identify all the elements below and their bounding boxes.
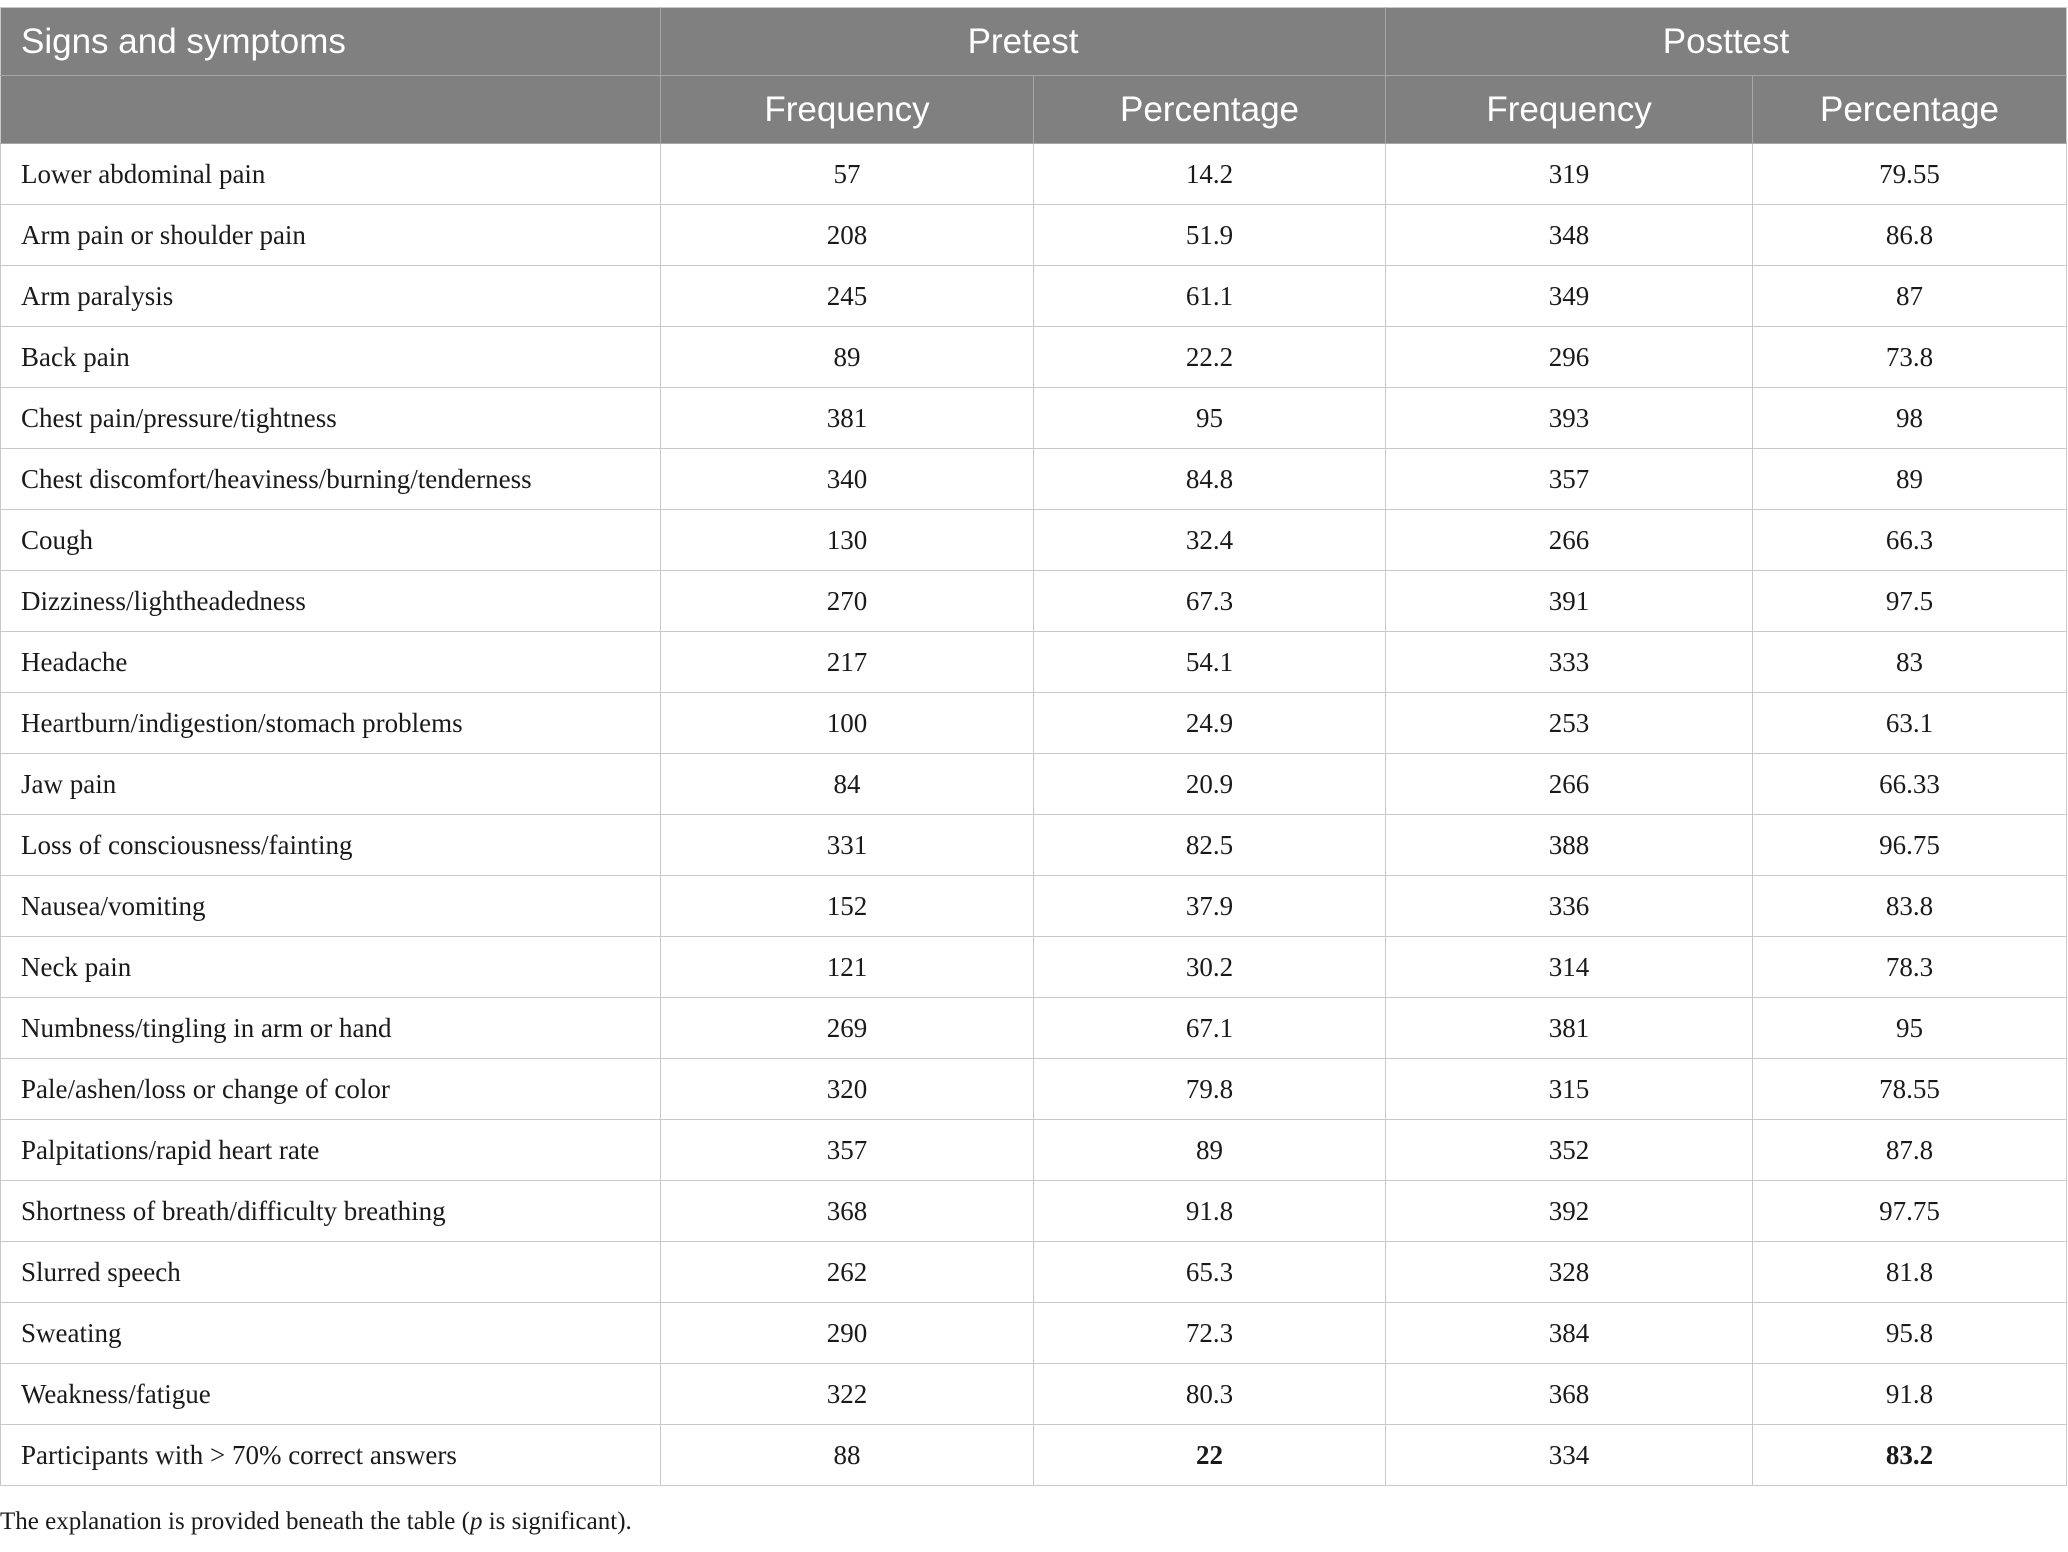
posttest-frequency-cell: 319: [1386, 144, 1753, 205]
table-header: [1, 8, 2067, 144]
pretest-frequency-cell: 89: [661, 327, 1034, 388]
symptom-cell: Chest discomfort/heaviness/burning/tenderness: [1, 449, 661, 510]
pretest-frequency-cell: 262: [661, 1242, 1034, 1303]
posttest-percentage-cell: 87: [1753, 266, 2067, 327]
header-posttest-percentage: Percentage: [1753, 76, 2067, 144]
symptom-cell: Sweating: [1, 1303, 661, 1364]
table-row: [1, 998, 2067, 1059]
table-row: [1, 1181, 2067, 1242]
table-row: [1, 144, 2067, 205]
symptom-cell: Slurred speech: [1, 1242, 661, 1303]
pretest-frequency-cell: 57: [661, 144, 1034, 205]
posttest-frequency-cell: 391: [1386, 571, 1753, 632]
header-pretest: Pretest: [661, 8, 1386, 76]
pretest-percentage-cell: 67.3: [1034, 571, 1386, 632]
posttest-frequency-cell: 357: [1386, 449, 1753, 510]
table-row: [1, 266, 2067, 327]
pretest-percentage-cell: 79.8: [1034, 1059, 1386, 1120]
pretest-percentage-cell: 37.9: [1034, 876, 1386, 937]
pretest-frequency-cell: 88: [661, 1425, 1034, 1486]
pretest-percentage-cell: 30.2: [1034, 937, 1386, 998]
posttest-percentage-cell: 66.3: [1753, 510, 2067, 571]
pretest-frequency-cell: 84: [661, 754, 1034, 815]
pretest-frequency-cell: 208: [661, 205, 1034, 266]
posttest-frequency-cell: 266: [1386, 754, 1753, 815]
pretest-frequency-cell: 381: [661, 388, 1034, 449]
pretest-percentage-cell: 84.8: [1034, 449, 1386, 510]
symptom-cell: Dizziness/lightheadedness: [1, 571, 661, 632]
posttest-frequency-cell: 393: [1386, 388, 1753, 449]
pretest-frequency-cell: 331: [661, 815, 1034, 876]
footnote-text-before: The explanation is provided beneath the table (: [0, 1508, 470, 1535]
posttest-frequency-cell: 348: [1386, 205, 1753, 266]
symptom-cell: Neck pain: [1, 937, 661, 998]
pretest-percentage-cell: 82.5: [1034, 815, 1386, 876]
header-posttest: Posttest: [1386, 8, 2067, 76]
pretest-percentage-cell: 20.9: [1034, 754, 1386, 815]
header-empty: [1, 76, 661, 144]
posttest-percentage-cell: 96.75: [1753, 815, 2067, 876]
posttest-frequency-cell: 336: [1386, 876, 1753, 937]
pretest-frequency-cell: 100: [661, 693, 1034, 754]
symptom-cell: Back pain: [1, 327, 661, 388]
table-row: [1, 815, 2067, 876]
table-row: [1, 327, 2067, 388]
pretest-percentage-cell: 51.9: [1034, 205, 1386, 266]
symptom-cell: Arm paralysis: [1, 266, 661, 327]
posttest-percentage-cell: 83: [1753, 632, 2067, 693]
posttest-percentage-cell: 95: [1753, 998, 2067, 1059]
posttest-percentage-cell: 97.75: [1753, 1181, 2067, 1242]
table-row: [1, 1364, 2067, 1425]
table-row: [1, 1120, 2067, 1181]
posttest-percentage-cell: 83.2: [1753, 1425, 2067, 1486]
symptom-cell: Weakness/fatigue: [1, 1364, 661, 1425]
posttest-percentage-cell: 97.5: [1753, 571, 2067, 632]
signs-symptoms-table: [0, 7, 2067, 1486]
pretest-frequency-cell: 320: [661, 1059, 1034, 1120]
pretest-percentage-cell: 54.1: [1034, 632, 1386, 693]
footnote-p-symbol: p: [469, 1508, 483, 1535]
symptom-cell: Heartburn/indigestion/stomach problems: [1, 693, 661, 754]
pretest-frequency-cell: 245: [661, 266, 1034, 327]
table-row: [1, 388, 2067, 449]
pretest-percentage-cell: 89: [1034, 1120, 1386, 1181]
pretest-frequency-cell: 270: [661, 571, 1034, 632]
table-row: [1, 754, 2067, 815]
footnote-text-after: is significant).: [482, 1508, 632, 1535]
symptom-cell: Jaw pain: [1, 754, 661, 815]
posttest-percentage-cell: 78.55: [1753, 1059, 2067, 1120]
table-row: [1, 937, 2067, 998]
posttest-percentage-cell: 91.8: [1753, 1364, 2067, 1425]
table-row: [1, 510, 2067, 571]
results-table-container: [0, 7, 2066, 1486]
symptom-cell: Numbness/tingling in arm or hand: [1, 998, 661, 1059]
table-row: [1, 449, 2067, 510]
posttest-frequency-cell: 349: [1386, 266, 1753, 327]
posttest-frequency-cell: 388: [1386, 815, 1753, 876]
table-body: [1, 144, 2067, 1486]
pretest-percentage-cell: 61.1: [1034, 266, 1386, 327]
symptom-cell: Headache: [1, 632, 661, 693]
table-row: [1, 1425, 2067, 1486]
pretest-frequency-cell: 152: [661, 876, 1034, 937]
symptom-cell: Loss of consciousness/fainting: [1, 815, 661, 876]
pretest-percentage-cell: 14.2: [1034, 144, 1386, 205]
posttest-percentage-cell: 66.33: [1753, 754, 2067, 815]
posttest-percentage-cell: 79.55: [1753, 144, 2067, 205]
pretest-frequency-cell: 340: [661, 449, 1034, 510]
symptom-cell: Chest pain/pressure/tightness: [1, 388, 661, 449]
posttest-frequency-cell: 266: [1386, 510, 1753, 571]
pretest-frequency-cell: 322: [661, 1364, 1034, 1425]
posttest-frequency-cell: 381: [1386, 998, 1753, 1059]
header-pretest-frequency: Frequency: [661, 76, 1034, 144]
posttest-frequency-cell: 334: [1386, 1425, 1753, 1486]
pretest-percentage-cell: 32.4: [1034, 510, 1386, 571]
pretest-frequency-cell: 121: [661, 937, 1034, 998]
pretest-percentage-cell: 24.9: [1034, 693, 1386, 754]
pretest-frequency-cell: 217: [661, 632, 1034, 693]
table-row: [1, 571, 2067, 632]
posttest-frequency-cell: 384: [1386, 1303, 1753, 1364]
pretest-percentage-cell: 95: [1034, 388, 1386, 449]
posttest-frequency-cell: 314: [1386, 937, 1753, 998]
symptom-cell: Lower abdominal pain: [1, 144, 661, 205]
posttest-frequency-cell: 328: [1386, 1242, 1753, 1303]
posttest-percentage-cell: 89: [1753, 449, 2067, 510]
posttest-percentage-cell: 87.8: [1753, 1120, 2067, 1181]
pretest-frequency-cell: 357: [661, 1120, 1034, 1181]
table-row: [1, 1242, 2067, 1303]
posttest-frequency-cell: 253: [1386, 693, 1753, 754]
symptom-cell: Cough: [1, 510, 661, 571]
pretest-frequency-cell: 290: [661, 1303, 1034, 1364]
symptom-cell: Shortness of breath/difficulty breathing: [1, 1181, 661, 1242]
table-row: [1, 876, 2067, 937]
header-signs-symptoms: Signs and symptoms: [1, 8, 661, 76]
symptom-cell: Pale/ashen/loss or change of color: [1, 1059, 661, 1120]
header-pretest-percentage: Percentage: [1034, 76, 1386, 144]
posttest-frequency-cell: 315: [1386, 1059, 1753, 1120]
table-row: [1, 632, 2067, 693]
posttest-percentage-cell: 83.8: [1753, 876, 2067, 937]
posttest-percentage-cell: 63.1: [1753, 693, 2067, 754]
pretest-percentage-cell: 67.1: [1034, 998, 1386, 1059]
posttest-percentage-cell: 95.8: [1753, 1303, 2067, 1364]
posttest-percentage-cell: 86.8: [1753, 205, 2067, 266]
posttest-percentage-cell: 78.3: [1753, 937, 2067, 998]
table-row: [1, 205, 2067, 266]
posttest-percentage-cell: 73.8: [1753, 327, 2067, 388]
symptom-cell: Nausea/vomiting: [1, 876, 661, 937]
table-row: [1, 1059, 2067, 1120]
posttest-frequency-cell: 296: [1386, 327, 1753, 388]
posttest-frequency-cell: 333: [1386, 632, 1753, 693]
pretest-percentage-cell: 22.2: [1034, 327, 1386, 388]
symptom-cell: Palpitations/rapid heart rate: [1, 1120, 661, 1181]
symptom-cell: Participants with > 70% correct answers: [1, 1425, 661, 1486]
pretest-percentage-cell: 65.3: [1034, 1242, 1386, 1303]
table-row: [1, 693, 2067, 754]
pretest-percentage-cell: 22: [1034, 1425, 1386, 1486]
posttest-percentage-cell: 98: [1753, 388, 2067, 449]
pretest-percentage-cell: 72.3: [1034, 1303, 1386, 1364]
posttest-frequency-cell: 392: [1386, 1181, 1753, 1242]
pretest-percentage-cell: 80.3: [1034, 1364, 1386, 1425]
pretest-frequency-cell: 269: [661, 998, 1034, 1059]
symptom-cell: Arm pain or shoulder pain: [1, 205, 661, 266]
posttest-frequency-cell: 368: [1386, 1364, 1753, 1425]
posttest-percentage-cell: 81.8: [1753, 1242, 2067, 1303]
pretest-frequency-cell: 130: [661, 510, 1034, 571]
table-footnote: [0, 1508, 632, 1536]
pretest-percentage-cell: 91.8: [1034, 1181, 1386, 1242]
table-row: [1, 1303, 2067, 1364]
posttest-frequency-cell: 352: [1386, 1120, 1753, 1181]
pretest-frequency-cell: 368: [661, 1181, 1034, 1242]
header-posttest-frequency: Frequency: [1386, 76, 1753, 144]
